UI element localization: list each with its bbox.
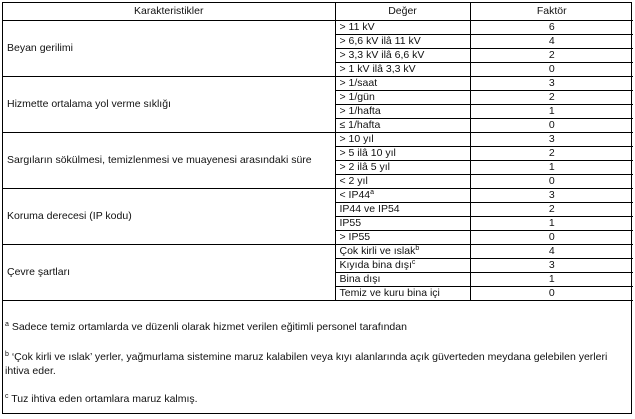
footnote-marker: b [415, 245, 420, 252]
factor-cell: 4 [470, 35, 633, 49]
value-text: > 5 ilâ 10 yıl [339, 147, 396, 159]
footnote-marker: a [370, 189, 375, 196]
value-text: Bina dışı [339, 273, 381, 285]
header-characteristics: Karakteristikler [3, 3, 335, 21]
characteristic-cell: Sargıların sökülmesi, temizlenmesi ve muayenesi arasındaki süre [3, 133, 335, 189]
value-text: > IP55 [339, 231, 371, 243]
value-text: IP44 ve IP54 [339, 203, 400, 215]
value-cell [335, 245, 470, 259]
value-text: < IP44 [339, 189, 371, 201]
factor-table-document [2, 2, 632, 414]
factor-cell: 6 [470, 21, 633, 35]
value-cell [335, 273, 470, 287]
value-cell [335, 147, 470, 161]
footnote-b: $^b$ ‘Çok kirli ve ıslak’ yerler, yağmurlama sistemine maruz kalabilen veya kıyı alanlarında açık güverteden meydana gelebilen yerleri ihtiva eder. [5, 351, 608, 377]
value-cell [335, 133, 470, 147]
value-text: > 1 kV ilâ 3,3 kV [339, 63, 416, 75]
value-text: IP55 [339, 217, 362, 229]
factor-cell: 2 [470, 49, 633, 63]
value-text: > 11 kV [339, 21, 375, 33]
value-text: > 10 yıl [339, 133, 374, 145]
factor-cell: 1 [470, 161, 633, 175]
footnote-a: $^a$ Sadece temiz ortamlarda ve düzenli olarak hizmet verilen eğitimli personel tarafından [5, 321, 407, 333]
factor-cell: 0 [470, 231, 633, 245]
factor-cell: 1 [470, 273, 633, 287]
characteristic-cell: Hizmette ortalama yol verme sıklığı [3, 77, 335, 133]
value-cell [335, 161, 470, 175]
factor-cell: 0 [470, 119, 633, 133]
value-cell [335, 287, 470, 301]
value-cell [335, 77, 470, 91]
factor-cell: 3 [470, 77, 633, 91]
header-factor: Faktör [470, 3, 633, 21]
value-cell [335, 259, 470, 273]
factor-cell: 2 [470, 203, 633, 217]
value-text: > 1/saat [339, 77, 378, 89]
value-cell [335, 175, 470, 189]
table-header-row [3, 3, 633, 21]
factor-cell: 2 [470, 91, 633, 105]
characteristic-cell: Koruma derecesi (IP kodu) [3, 189, 335, 245]
footnote-c: $^c$ Tuz ihtiva eden ortamlara maruz kalmış. [5, 393, 198, 405]
factor-cell: 3 [470, 259, 633, 273]
value-cell [335, 231, 470, 245]
characteristic-cell: Çevre şartları [3, 245, 335, 301]
value-text: Çok kirli ve ıslak [339, 245, 416, 257]
table-row [3, 245, 633, 259]
value-cell [335, 63, 470, 77]
factor-cell: 0 [470, 287, 633, 301]
characteristic-cell: Beyan gerilimi [3, 21, 335, 77]
factor-cell: 4 [470, 245, 633, 259]
value-text: > 2 ilâ 5 yıl [339, 161, 390, 173]
value-cell [335, 49, 470, 63]
table-row [3, 21, 633, 35]
value-cell [335, 217, 470, 231]
factor-table [3, 3, 633, 301]
value-cell [335, 189, 470, 203]
factor-cell: 3 [470, 189, 633, 203]
footnote-marker: c [411, 259, 416, 266]
value-cell [335, 21, 470, 35]
table-row [3, 189, 633, 203]
value-text: ≤ 1/hafta [339, 119, 381, 131]
value-cell [335, 119, 470, 133]
header-value: Değer [335, 3, 470, 21]
value-cell [335, 35, 470, 49]
value-cell [335, 105, 470, 119]
value-text: Kıyıda bina dışı [339, 259, 412, 271]
value-cell [335, 203, 470, 217]
value-text: Temiz ve kuru bina içi [339, 287, 440, 299]
factor-cell: 2 [470, 147, 633, 161]
factor-cell: 3 [470, 133, 633, 147]
factor-cell: 1 [470, 105, 633, 119]
table-row [3, 133, 633, 147]
value-text: < 2 yıl [339, 175, 368, 187]
value-text: > 1/hafta [339, 105, 381, 117]
factor-cell: 0 [470, 63, 633, 77]
factor-cell: 0 [470, 175, 633, 189]
value-text: > 1/gün [339, 91, 375, 103]
table-row [3, 77, 633, 91]
value-cell [335, 91, 470, 105]
value-text: > 6,6 kV ilâ 11 kV [339, 35, 421, 47]
value-text: > 3,3 kV ilâ 6,6 kV [339, 49, 425, 61]
factor-cell: 1 [470, 217, 633, 231]
